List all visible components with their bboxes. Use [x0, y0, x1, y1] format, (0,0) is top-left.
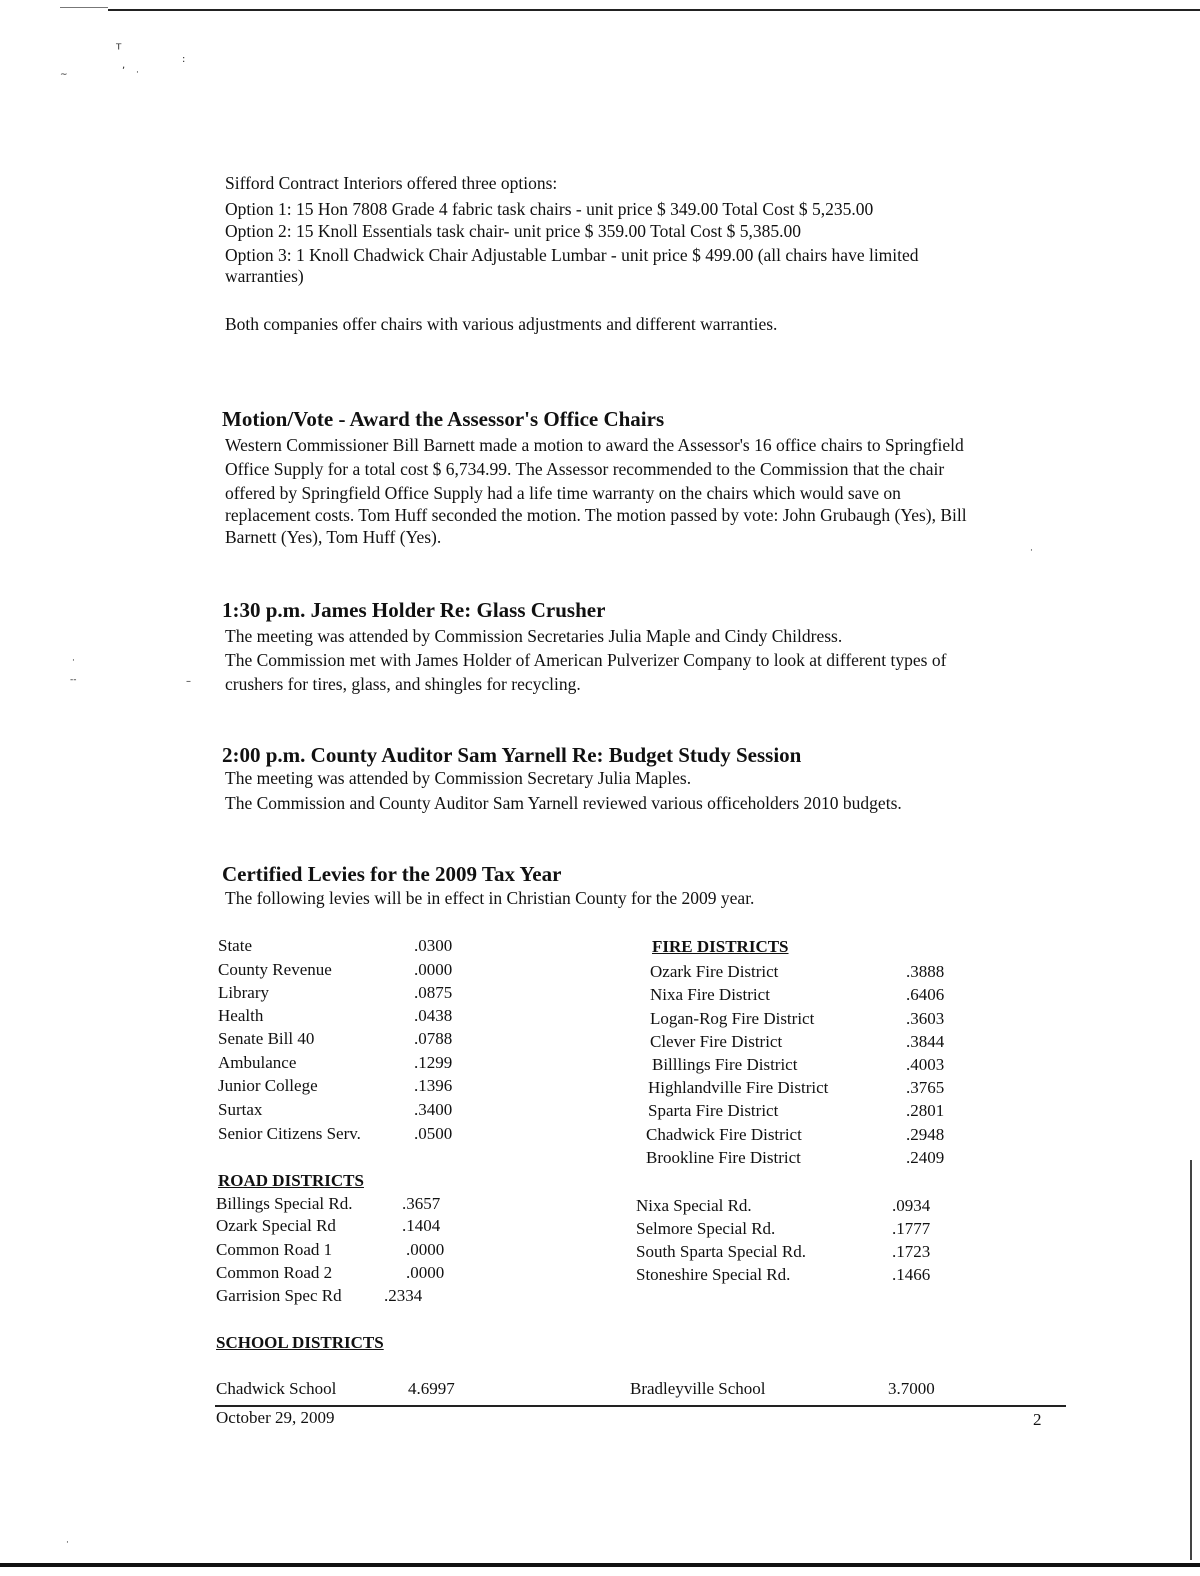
- levies-intro: The following levies will be in effect in Christian County for the 2009 year.: [225, 888, 755, 908]
- school-district-name: Chadwick School: [216, 1379, 337, 1398]
- scan-speck: --: [70, 675, 77, 685]
- levy-value: .0000: [414, 960, 453, 979]
- fire-district-name: Sparta Fire District: [648, 1101, 779, 1120]
- scan-speck: ·: [72, 656, 75, 666]
- levy-name: Junior College: [218, 1076, 318, 1095]
- motion-line: Office Supply for a total cost $ 6,734.99. The Assessor recommended to the Commission that the chair: [225, 459, 945, 479]
- road-district-value: .2334: [384, 1286, 423, 1305]
- fire-district-value: .3844: [906, 1032, 945, 1051]
- levy-value: .1299: [414, 1053, 453, 1072]
- fire-district-value: .3888: [906, 962, 945, 981]
- school-district-value: 4.6997: [408, 1379, 455, 1398]
- fire-district-name: Nixa Fire District: [650, 985, 770, 1004]
- levy-name: Health: [218, 1006, 264, 1025]
- fire-district-name: Clever Fire District: [650, 1032, 783, 1051]
- road-district-value: .0000: [406, 1240, 445, 1259]
- scan-speck: ,: [122, 60, 126, 71]
- holder-heading: 1:30 p.m. James Holder Re: Glass Crusher: [222, 598, 606, 622]
- page-number: 2: [1033, 1410, 1042, 1429]
- motion-line: Barnett (Yes), Tom Huff (Yes).: [225, 527, 442, 547]
- holder-line: crushers for tires, glass, and shingles for recycling.: [225, 674, 581, 694]
- fire-district-value: .6406: [906, 985, 945, 1004]
- sifford-option-3-cont: warranties): [225, 266, 304, 286]
- road-district-value: .0934: [892, 1196, 931, 1215]
- levies-heading: Certified Levies for the 2009 Tax Year: [222, 862, 562, 886]
- fire-district-value: .3765: [906, 1078, 945, 1097]
- fire-district-name: Highlandville Fire District: [648, 1078, 829, 1097]
- scan-edge-line-bottom: [0, 1563, 1200, 1567]
- levy-value: .0438: [414, 1006, 453, 1025]
- levy-name: County Revenue: [218, 960, 332, 979]
- levy-name: Surtax: [218, 1100, 263, 1119]
- levy-name: Library: [218, 983, 269, 1002]
- scan-speck: ᵀ: [116, 42, 122, 58]
- road-district-name: Stoneshire Special Rd.: [636, 1265, 791, 1284]
- motion-heading: Motion/Vote - Award the Assessor's Office Chairs: [222, 407, 665, 431]
- fire-district-value: .3603: [906, 1009, 945, 1028]
- scan-speck: –: [186, 676, 191, 687]
- road-districts-heading: ROAD DISTRICTS: [218, 1171, 364, 1190]
- scan-speck: ~: [60, 70, 68, 80]
- scan-speck: ·: [66, 1538, 69, 1548]
- sifford-option-3: Option 3: 1 Knoll Chadwick Chair Adjustable Lumbar - unit price $ 499.00 (all chairs have limited: [225, 245, 919, 265]
- levy-value: .1396: [414, 1076, 453, 1095]
- road-district-value: .0000: [406, 1263, 445, 1282]
- school-district-value: 3.7000: [888, 1379, 935, 1398]
- levy-name: Senior Citizens Serv.: [218, 1124, 361, 1143]
- road-district-name: Ozark Special Rd: [216, 1216, 336, 1235]
- holder-line: The meeting was attended by Commission Secretaries Julia Maple and Cindy Childress.: [225, 626, 843, 646]
- levy-value: .0300: [414, 936, 453, 955]
- road-district-value: .1466: [892, 1265, 931, 1284]
- road-district-value: .1723: [892, 1242, 931, 1261]
- road-district-value: .1404: [402, 1216, 441, 1235]
- levy-name: Ambulance: [218, 1053, 297, 1072]
- road-district-name: Garrision Spec Rd: [216, 1286, 342, 1305]
- scan-speck: ·: [1030, 546, 1033, 556]
- fire-district-name: Brookline Fire District: [646, 1148, 801, 1167]
- levy-value: .0875: [414, 983, 453, 1002]
- road-district-value: .3657: [402, 1194, 441, 1213]
- footer-rule: [215, 1405, 1066, 1407]
- levy-value: .3400: [414, 1100, 453, 1119]
- road-district-name: Common Road 2: [216, 1263, 333, 1282]
- fire-district-value: .4003: [906, 1055, 945, 1074]
- fire-districts-heading: FIRE DISTRICTS: [652, 937, 789, 956]
- road-district-name: Billings Special Rd.: [216, 1194, 353, 1213]
- school-districts-heading: SCHOOL DISTRICTS: [216, 1333, 384, 1352]
- motion-line: replacement costs. Tom Huff seconded the motion. The motion passed by vote: John Grubaugh (Yes), Bill: [225, 505, 967, 525]
- auditor-heading: 2:00 p.m. County Auditor Sam Yarnell Re: Budget Study Session: [222, 743, 802, 767]
- sifford-option-1: Option 1: 15 Hon 7808 Grade 4 fabric task chairs - unit price $ 349.00 Total Cost $ 5,235.00: [225, 199, 874, 219]
- levy-value: .0500: [414, 1124, 453, 1143]
- road-district-name: Common Road 1: [216, 1240, 333, 1259]
- holder-line: The Commission met with James Holder of American Pulverizer Company to look at different types of: [225, 650, 947, 670]
- motion-line: Western Commissioner Bill Barnett made a motion to award the Assessor's 16 office chairs to Springfield: [225, 435, 964, 455]
- fire-district-name: Chadwick Fire District: [646, 1125, 802, 1144]
- road-district-name: Selmore Special Rd.: [636, 1219, 776, 1238]
- school-district-name: Bradleyville School: [630, 1379, 766, 1398]
- companies-note: Both companies offer chairs with various adjustments and different warranties.: [225, 314, 778, 334]
- fire-district-value: .2409: [906, 1148, 945, 1167]
- header-rule: [108, 9, 1200, 11]
- motion-line: offered by Springfield Office Supply had a life time warranty on the chairs which would save on: [225, 483, 901, 503]
- scan-edge-line-right: [1190, 1160, 1192, 1560]
- levy-name: State: [218, 936, 252, 955]
- auditor-line: The Commission and County Auditor Sam Yarnell reviewed various officeholders 2010 budgets.: [225, 793, 902, 813]
- fire-district-name: Billlings Fire District: [652, 1055, 798, 1074]
- road-district-name: Nixa Special Rd.: [636, 1196, 752, 1215]
- sifford-intro: Sifford Contract Interiors offered three options:: [225, 173, 558, 193]
- footer-date: October 29, 2009: [216, 1408, 335, 1427]
- levy-value: .0788: [414, 1029, 453, 1048]
- fire-district-value: .2801: [906, 1101, 945, 1120]
- scan-speck: :: [182, 54, 186, 65]
- scan-speck: ·: [136, 68, 139, 78]
- sifford-option-2: Option 2: 15 Knoll Essentials task chair- unit price $ 359.00 Total Cost $ 5,385.00: [225, 221, 802, 241]
- levy-name: Senate Bill 40: [218, 1029, 315, 1048]
- fire-district-name: Logan-Rog Fire District: [650, 1009, 815, 1028]
- fire-district-name: Ozark Fire District: [650, 962, 779, 981]
- auditor-line: The meeting was attended by Commission Secretary Julia Maples.: [225, 768, 692, 788]
- scan-edge-line: [60, 7, 108, 8]
- road-district-name: South Sparta Special Rd.: [636, 1242, 806, 1261]
- road-district-value: .1777: [892, 1219, 931, 1238]
- fire-district-value: .2948: [906, 1125, 945, 1144]
